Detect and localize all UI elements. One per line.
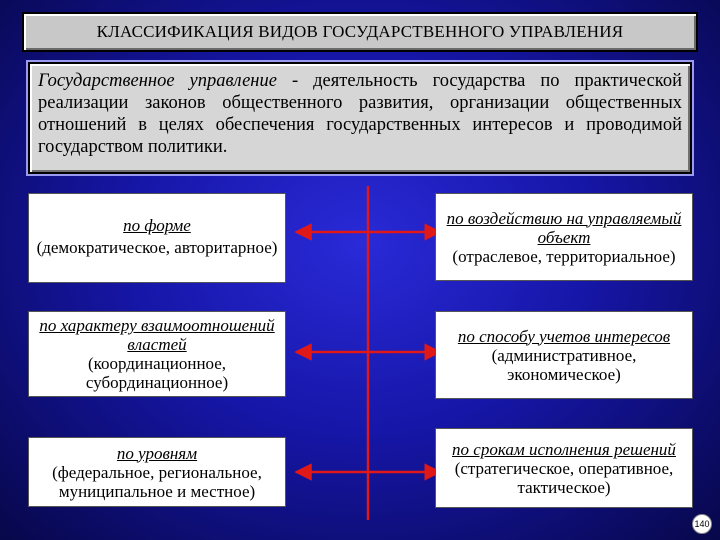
slide-title-text: КЛАССИФИКАЦИЯ ВИДОВ ГОСУДАРСТВЕННОГО УПРАВЛЕНИЯ xyxy=(96,22,624,41)
node-detail: (федеральное, региональное, муниципальное и местное) xyxy=(52,462,262,501)
left-node-power-relations xyxy=(28,311,286,397)
node-label: по воздействию на управляемый объект xyxy=(446,208,682,247)
definition-text: - деятельность государства по практической реализации законов общественного развития, организации общественных отношений в целях обеспечения государственных интересов и проводимой государством политики. xyxy=(38,71,682,157)
node-label: по форме xyxy=(123,215,191,235)
right-node-impact xyxy=(435,193,693,281)
definition-term: Государственное управление xyxy=(38,71,277,91)
page-number-badge xyxy=(692,514,712,534)
node-detail: (административное, экономическое) xyxy=(491,345,637,384)
right-node-interests xyxy=(435,311,693,399)
left-node-form xyxy=(28,193,286,283)
node-detail: (координационное, субординационное) xyxy=(85,354,229,392)
left-node-levels xyxy=(28,437,286,507)
right-node-timing xyxy=(435,428,693,508)
node-label: по способу учетов интересов xyxy=(457,326,671,346)
node-label: по уровням xyxy=(116,443,198,463)
node-detail: (демократическое, авторитарное) xyxy=(36,237,278,257)
node-detail: (отраслевое, территориальное) xyxy=(452,246,676,266)
node-label: по срокам исполнения решений xyxy=(452,439,676,459)
node-label: по характеру взаимоотношений властей xyxy=(39,316,275,354)
page-number: 140 xyxy=(694,519,710,529)
node-detail: (стратегическое, оперативное, тактическое) xyxy=(454,458,674,497)
